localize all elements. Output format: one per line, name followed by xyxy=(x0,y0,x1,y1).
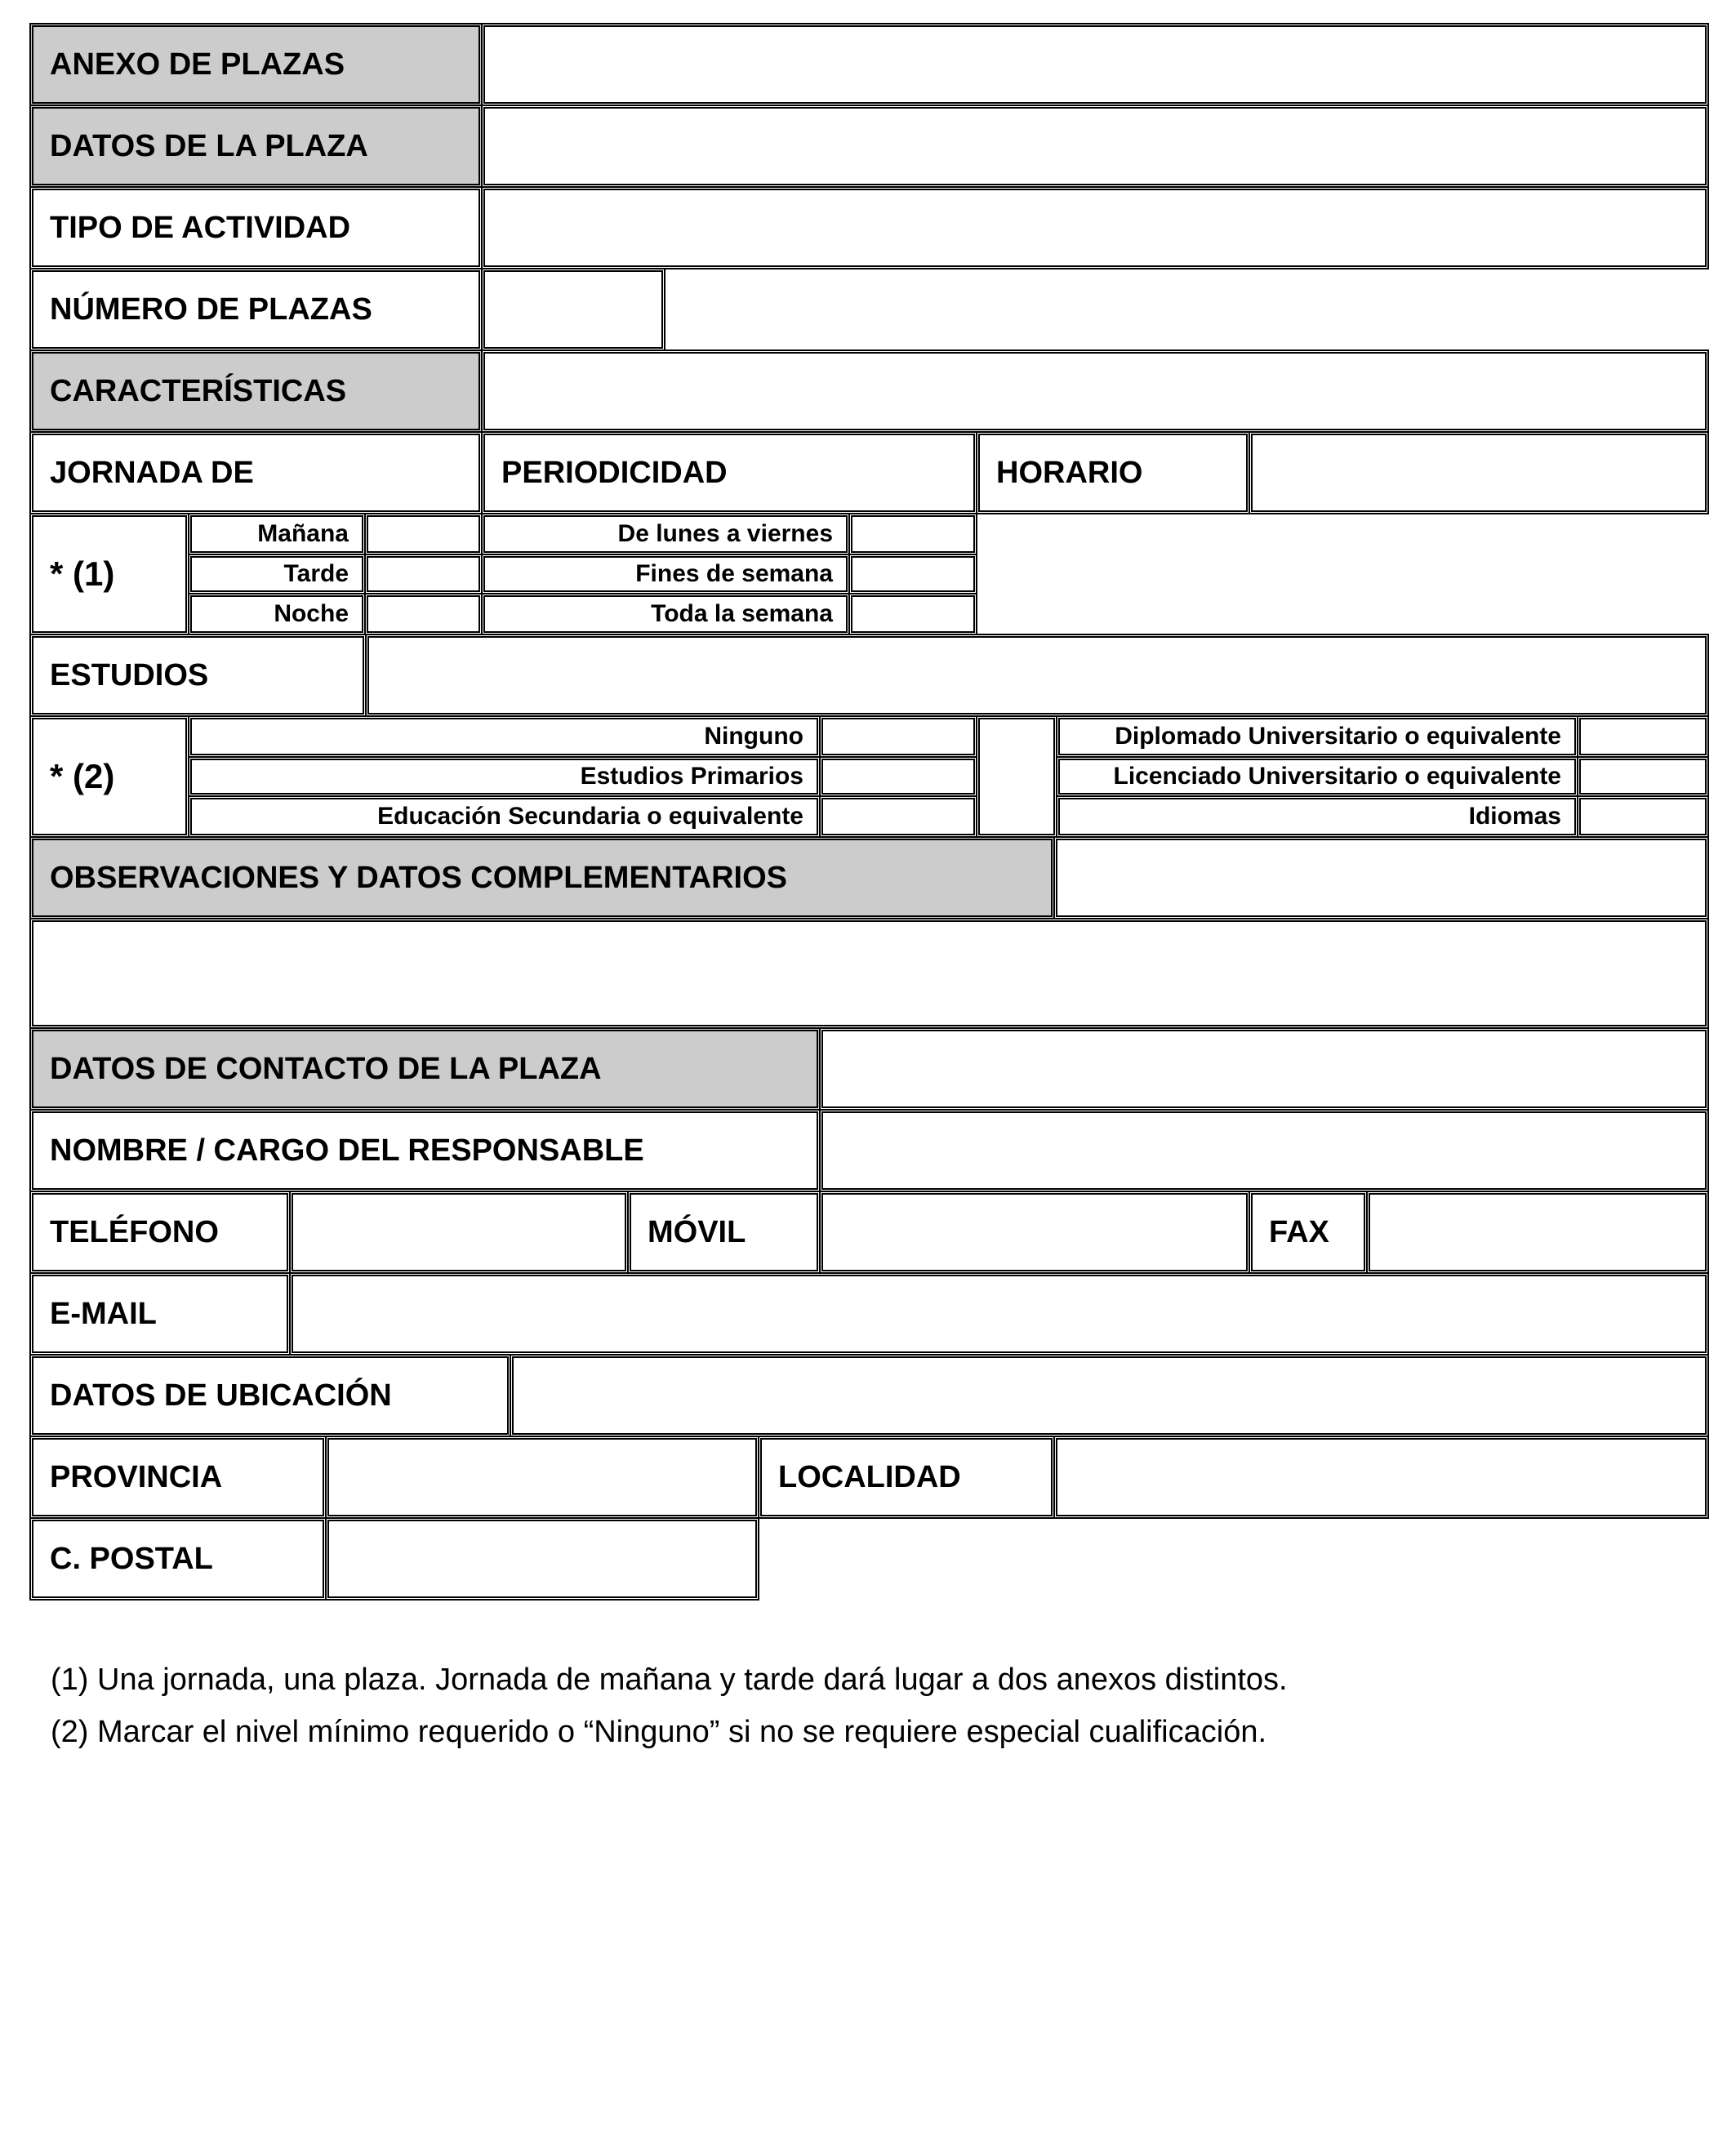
observaciones-label: OBSERVACIONES Y DATOS COMPLEMENTARIOS xyxy=(29,836,1055,919)
datos-ubicacion-label: DATOS DE UBICACIÓN xyxy=(29,1354,511,1437)
datos-ubicacion-field[interactable] xyxy=(510,1354,1709,1437)
numero-plazas-label: NÚMERO DE PLAZAS xyxy=(29,268,483,351)
anexo-plazas-label: ANEXO DE PLAZAS xyxy=(29,23,483,106)
nombre-cargo-label: NOMBRE / CARGO DEL RESPONSABLE xyxy=(29,1109,821,1192)
movil-label: MÓVIL xyxy=(627,1191,821,1274)
footnote-1: (1) Una jornada, una plaza. Jornada de mañana y tarde dará lugar a dos anexos distintos. xyxy=(51,1663,1288,1697)
estudios-idiomas-label: Idiomas xyxy=(1056,795,1578,838)
periodicidad-fines-semana-checkbox[interactable] xyxy=(848,554,977,594)
jornada-tarde-label: Tarde xyxy=(188,554,366,594)
periodicidad-toda-semana-checkbox[interactable] xyxy=(848,593,977,635)
provincia-field[interactable] xyxy=(325,1436,759,1519)
estudios-ninguno-checkbox[interactable] xyxy=(819,715,977,758)
estudios-primarios-label: Estudios Primarios xyxy=(188,756,821,797)
c-postal-field[interactable] xyxy=(325,1517,759,1601)
caracteristicas-label: CARACTERÍSTICAS xyxy=(29,349,483,433)
estudios-spacer xyxy=(976,715,1057,838)
movil-field[interactable] xyxy=(819,1191,1250,1274)
observaciones-field[interactable] xyxy=(29,918,1709,1029)
estudios-licenciado-checkbox[interactable] xyxy=(1577,756,1709,797)
periodicidad-fines-semana-label: Fines de semana xyxy=(481,554,850,594)
horario-label: HORARIO xyxy=(976,431,1250,514)
periodicidad-label: PERIODICIDAD xyxy=(481,431,977,514)
telefono-label: TELÉFONO xyxy=(29,1191,291,1274)
email-label: E-MAIL xyxy=(29,1272,291,1356)
tipo-actividad-field[interactable] xyxy=(481,186,1709,269)
telefono-field[interactable] xyxy=(289,1191,629,1274)
provincia-label: PROVINCIA xyxy=(29,1436,327,1519)
estudios-primarios-checkbox[interactable] xyxy=(819,756,977,797)
estudios-secundaria-label: Educación Secundaria o equivalente xyxy=(188,795,821,838)
numero-plazas-field[interactable] xyxy=(481,268,665,351)
estudios-idiomas-checkbox[interactable] xyxy=(1577,795,1709,838)
datos-contacto-label: DATOS DE CONTACTO DE LA PLAZA xyxy=(29,1027,821,1111)
jornada-tarde-checkbox[interactable] xyxy=(364,554,483,594)
periodicidad-toda-semana-label: Toda la semana xyxy=(481,593,850,635)
email-field[interactable] xyxy=(289,1272,1709,1356)
localidad-label: LOCALIDAD xyxy=(758,1436,1055,1519)
datos-plaza-label: DATOS DE LA PLAZA xyxy=(29,105,483,188)
observaciones-header-field[interactable] xyxy=(1053,836,1709,919)
caracteristicas-field[interactable] xyxy=(481,349,1709,433)
periodicidad-lunes-viernes-checkbox[interactable] xyxy=(848,513,977,555)
estudios-label: ESTUDIOS xyxy=(29,634,367,717)
estudios-ninguno-label: Ninguno xyxy=(188,715,821,758)
c-postal-label: C. POSTAL xyxy=(29,1517,327,1601)
ref-1-label: * (1) xyxy=(29,513,189,635)
ref-2-label: * (2) xyxy=(29,715,189,838)
localidad-field[interactable] xyxy=(1053,1436,1709,1519)
estudios-field[interactable] xyxy=(365,634,1709,717)
nombre-cargo-field[interactable] xyxy=(819,1109,1709,1192)
jornada-de-label: JORNADA DE xyxy=(29,431,483,514)
horario-field[interactable] xyxy=(1249,431,1709,514)
tipo-actividad-label: TIPO DE ACTIVIDAD xyxy=(29,186,483,269)
estudios-secundaria-checkbox[interactable] xyxy=(819,795,977,838)
anexo-plazas-field[interactable] xyxy=(481,23,1709,106)
jornada-noche-checkbox[interactable] xyxy=(364,593,483,635)
periodicidad-lunes-viernes-label: De lunes a viernes xyxy=(481,513,850,555)
estudios-diplomado-label: Diplomado Universitario o equivalente xyxy=(1056,715,1578,758)
fax-field[interactable] xyxy=(1366,1191,1709,1274)
jornada-noche-label: Noche xyxy=(188,593,366,635)
jornada-manana-checkbox[interactable] xyxy=(364,513,483,555)
jornada-manana-label: Mañana xyxy=(188,513,366,555)
fax-label: FAX xyxy=(1249,1191,1368,1274)
estudios-diplomado-checkbox[interactable] xyxy=(1577,715,1709,758)
datos-contacto-field[interactable] xyxy=(819,1027,1709,1111)
footnote-2: (2) Marcar el nivel mínimo requerido o “Ninguno” si no se requiere especial cualificación. xyxy=(51,1715,1267,1749)
estudios-licenciado-label: Licenciado Universitario o equivalente xyxy=(1056,756,1578,797)
datos-plaza-field[interactable] xyxy=(481,105,1709,188)
